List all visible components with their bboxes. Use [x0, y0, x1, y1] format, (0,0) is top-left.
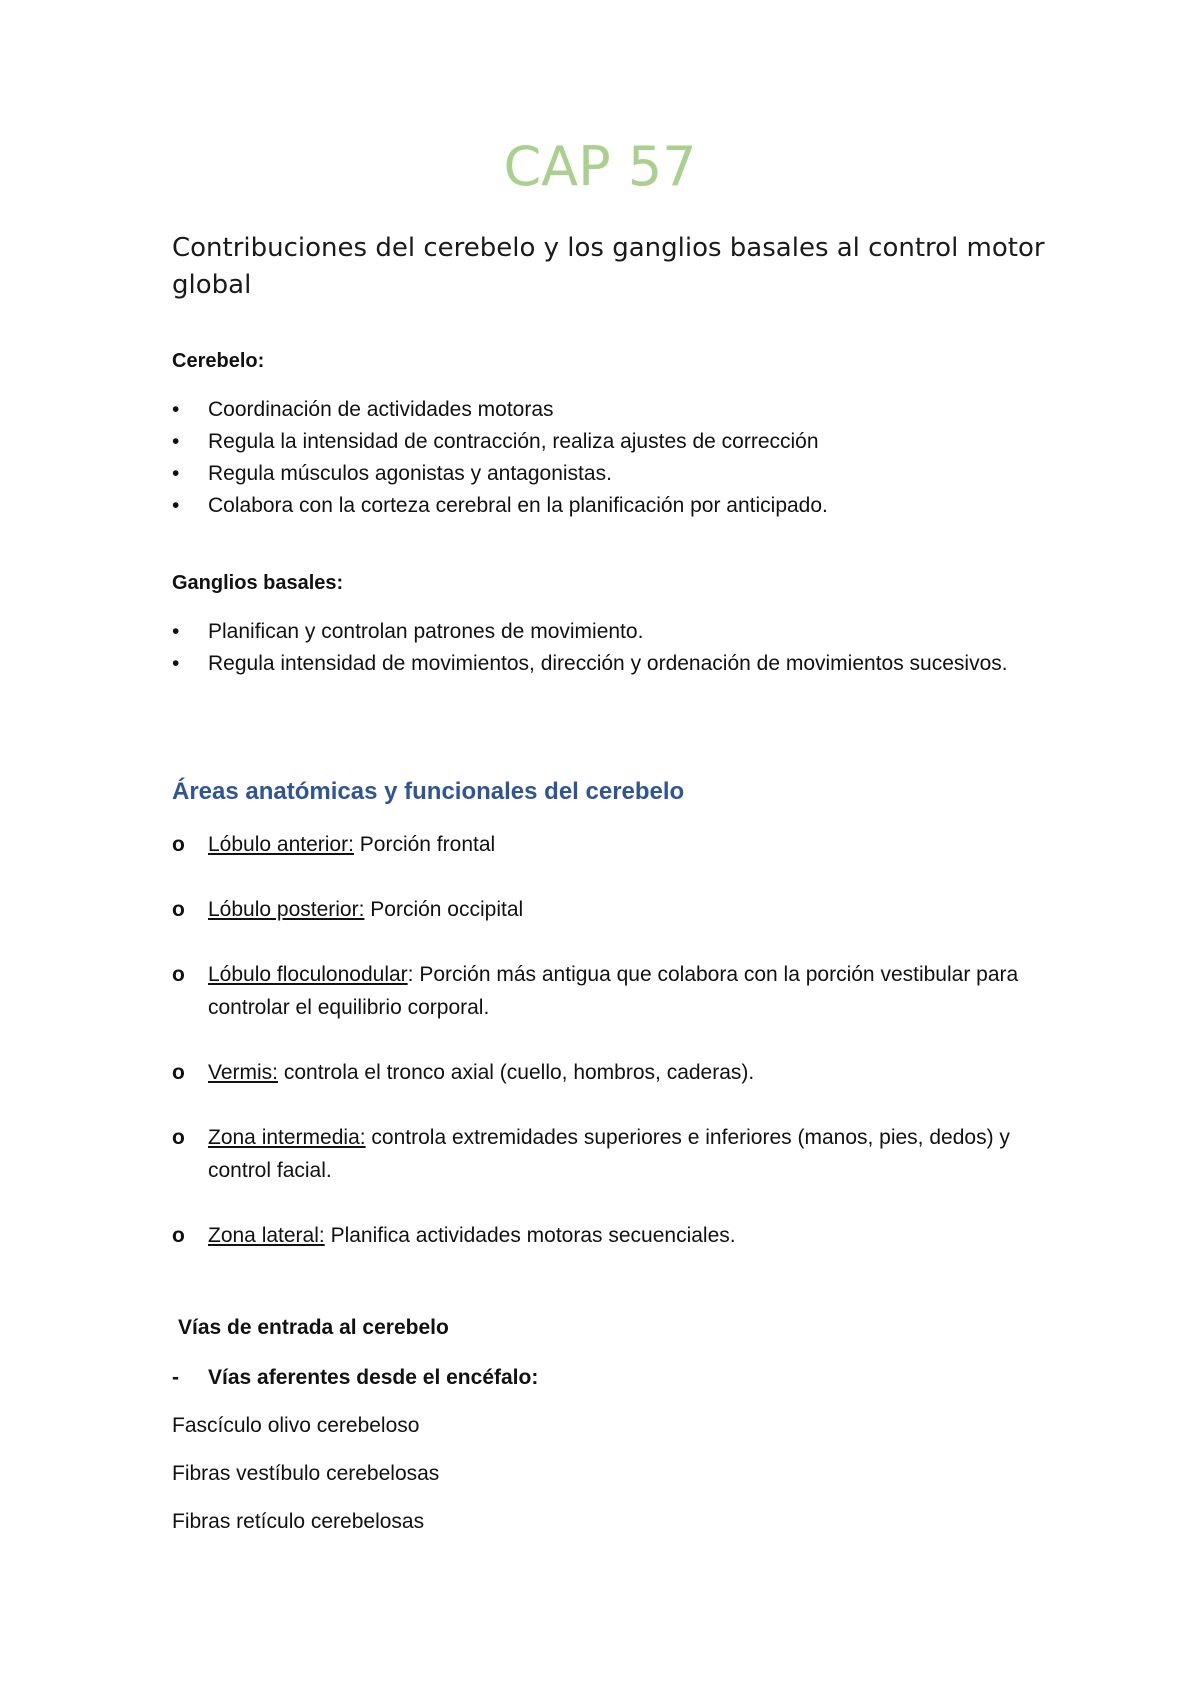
circle-bullet-icon: o	[172, 833, 185, 856]
areas-list-5	[172, 1121, 1052, 1187]
bullet-icon: •	[172, 620, 180, 643]
vias-line: Fibras retículo cerebelosas	[172, 1510, 425, 1533]
list-item: • Regula la intensidad de contracción, realiza ajustes de corrección	[172, 426, 1052, 458]
bullet-icon: •	[172, 494, 180, 517]
list-item: o Lóbulo floculonodular: Porción más antigua que colabora con la porción vestibular para controlar el equilibrio corporal.	[172, 958, 1052, 1024]
list-item: o Vermis: controla el tronco axial (cuello, hombros, caderas).	[172, 1056, 1052, 1089]
vias-subheading: Vías aferentes desde el encéfalo:	[208, 1366, 539, 1389]
areas-list-1	[172, 828, 1052, 861]
list-item: • Regula intensidad de movimientos, dirección y ordenación de movimientos sucesivos.	[172, 648, 1052, 680]
areas-list-2	[172, 893, 1052, 926]
page-title: CAP 57	[503, 135, 697, 198]
list-item: • Colabora con la corteza cerebral en la planificación por anticipado.	[172, 490, 1052, 522]
areas-section-title: Áreas anatómicas y funcionales del cerebelo	[172, 778, 685, 805]
bullet-icon: •	[172, 462, 180, 485]
ganglios-heading: Ganglios basales:	[172, 572, 344, 594]
circle-bullet-icon: o	[172, 898, 185, 921]
list-item: o Lóbulo posterior: Porción occipital	[172, 893, 1052, 926]
list-item: o Lóbulo anterior: Porción frontal	[172, 828, 1052, 861]
bullet-icon: •	[172, 430, 180, 453]
list-item: • Coordinación de actividades motoras	[172, 394, 1052, 426]
page-subtitle: Contribuciones del cerebelo y los ganglios basales al control motor global	[172, 233, 1045, 300]
bullet-icon: •	[172, 398, 180, 421]
vias-line: Fibras vestíbulo cerebelosas	[172, 1462, 440, 1485]
ganglios-list	[172, 616, 1052, 680]
areas-list-4	[172, 1056, 1052, 1089]
list-item: • Regula músculos agonistas y antagonistas.	[172, 458, 1052, 490]
circle-bullet-icon: o	[172, 1224, 185, 1247]
circle-bullet-icon: o	[172, 963, 185, 986]
vias-dash: -	[172, 1366, 179, 1389]
circle-bullet-icon: o	[172, 1126, 185, 1149]
list-item: • Planifican y controlan patrones de movimiento.	[172, 616, 1052, 648]
vias-line: Fascículo olivo cerebeloso	[172, 1414, 420, 1437]
cerebelo-heading: Cerebelo:	[172, 350, 265, 372]
areas-list-3	[172, 958, 1052, 1024]
areas-list-6	[172, 1219, 1052, 1252]
circle-bullet-icon: o	[172, 1061, 185, 1084]
vias-heading: Vías de entrada al cerebelo	[178, 1316, 449, 1339]
list-item: o Zona intermedia: controla extremidades superiores e inferiores (manos, pies, dedos) y control facial.	[172, 1121, 1052, 1187]
cerebelo-list	[172, 394, 1052, 522]
bullet-icon: •	[172, 652, 180, 675]
list-item: o Zona lateral: Planifica actividades motoras secuenciales.	[172, 1219, 1052, 1252]
